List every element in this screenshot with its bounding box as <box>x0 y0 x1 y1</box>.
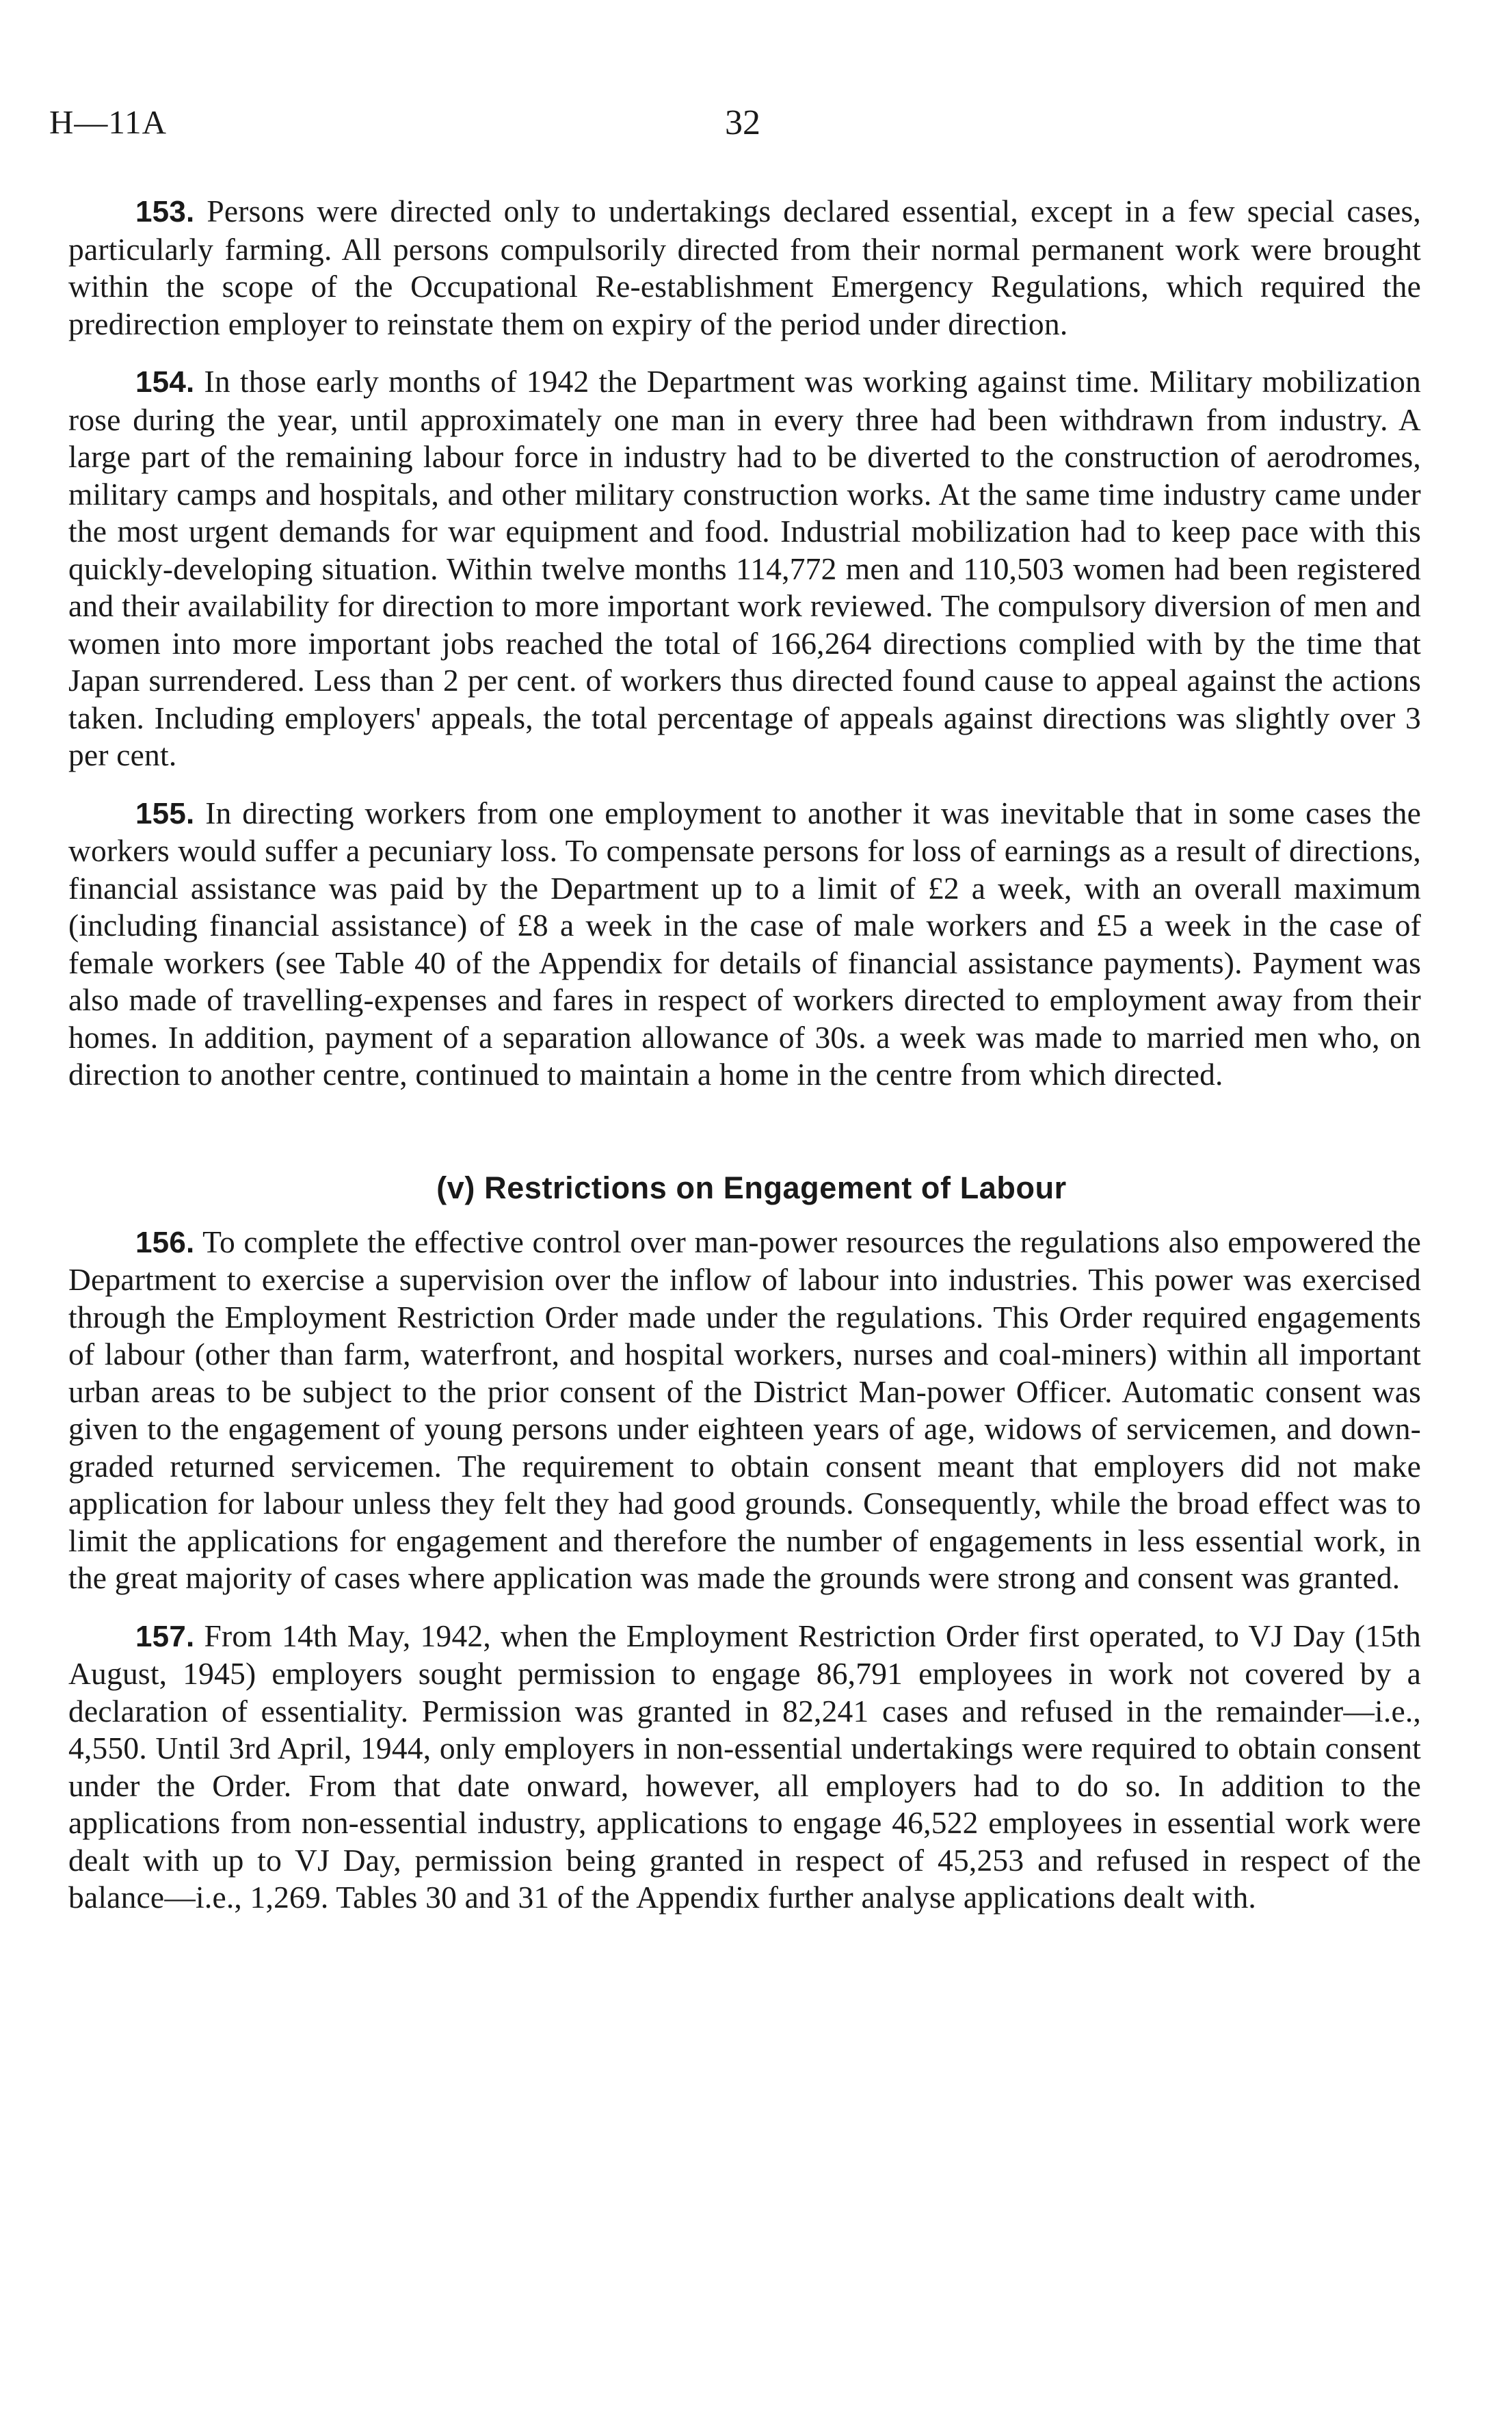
paragraph-number: 157. <box>135 1619 195 1653</box>
paragraph-number: 155. <box>135 796 195 830</box>
paragraph-number: 154. <box>135 365 195 399</box>
paragraph-text: In those early months of 1942 the Department was working against time. Military mobilization rose during the year, until approximately one man in every three had been withdrawn from industry. A large part of the remaining labour force in industry had to be diverted to the construction of aerodromes, military camps and hospitals, and other military construction works. At the same time industry came under the most urgent demands for war equipment and food. Industrial mobilization had to keep pace with this quickly-developing situation. Within twelve months 114,772 men and 110,503 women had been registered and their availability for direction to more important work reviewed. The compulsory diversion of men and women into more important jobs reached the total of 166,264 directions complied with by the time that Japan surrendered. Less than 2 per cent. of workers thus directed found cause to appeal against the actions taken. Including employers' appeals, the total percentage of appeals against directions was slightly over 3 per cent. <box>68 364 1422 772</box>
page-header <box>0 103 1512 150</box>
paragraph-153 <box>68 193 1421 343</box>
document-reference: H—11A <box>49 103 167 141</box>
paragraph-number: 153. <box>135 195 195 228</box>
paragraph-text: To complete the effective control over man-power resources the regulations also empowered the Department to exercise a supervision over the inflow of labour into industries. This power was exercised through the Employment Restriction Order made under the regulations. This Order required engagements of labour (other than farm, waterfront, and hospital workers, nurses and coal-miners) within all important urban areas to be subject to the prior consent of the District Man-power Officer. Automatic consent was given to the engagement of young persons under eighteen years of age, widows of servicemen, and down-graded returned servicemen. The requirement to obtain consent meant that employers did not make application for labour unless they felt they had good grounds. Consequently, while the broad effect was to limit the applications for engagement and therefore the number of engagements in less essential work, in the great majority of cases where application was made the grounds were strong and consent was granted. <box>68 1224 1421 1595</box>
page-number: 32 <box>725 103 760 142</box>
paragraph-text: From 14th May, 1942, when the Employment Restriction Order first operated, to VJ Day (15th August, 1945) employers sought permission to engage 86,791 employees in work not covered by a declaration of essentiality. Permission was granted in 82,241 cases and refused in the remainder—i.e., 4,550. Until 3rd April, 1944, only employers in non-essential undertakings were required to obtain consent under the Order. From that date onward, however, all employers had to do so. In addition to the applications from non-essential industry, applications to engage 46,522 employees in essential work were dealt with up to VJ Day, permission being granted in respect of 45,253 and refused in respect of the balance—i.e., 1,269. Tables 30 and 31 of the Appendix further analyse applications dealt with. <box>68 1618 1422 1915</box>
paragraph-156 <box>68 1224 1421 1597</box>
section-heading: (v) Restrictions on Engagement of Labour <box>436 1170 1067 1205</box>
paragraph-number: 156. <box>135 1225 195 1259</box>
paragraph-text: In directing workers from one employment to another it was inevitable that in some cases the workers would suffer a pecuniary loss. To compensate persons for loss of earnings as a result of directions, financial assistance was paid by the Department up to a limit of £2 a week, with an overall maximum (including financial assistance) of £8 a week in the case of male workers and £5 a week in the case of female workers (see Table 40 of the Appendix for details of financial assistance payments). Payment was also made of travelling-expenses and fares in respect of workers directed to employment away from their homes. In addition, payment of a separation allowance of 30s. a week was made to married men who, on direction to another centre, continued to maintain a home in the centre from which directed. <box>68 795 1421 1092</box>
paragraph-157 <box>68 1618 1421 1917</box>
paragraph-154 <box>68 363 1421 774</box>
paragraph-155 <box>68 795 1421 1094</box>
paragraph-text: Persons were directed only to undertakings declared essential, except in a few special cases, particularly farming. All persons compulsorily directed from their normal permanent work were brought within the scope of the Occupational Re-establishment Emergency Regulations, which required the predirection employer to reinstate them on expiry of the period under direction. <box>68 194 1421 341</box>
page-body <box>68 193 1421 1917</box>
